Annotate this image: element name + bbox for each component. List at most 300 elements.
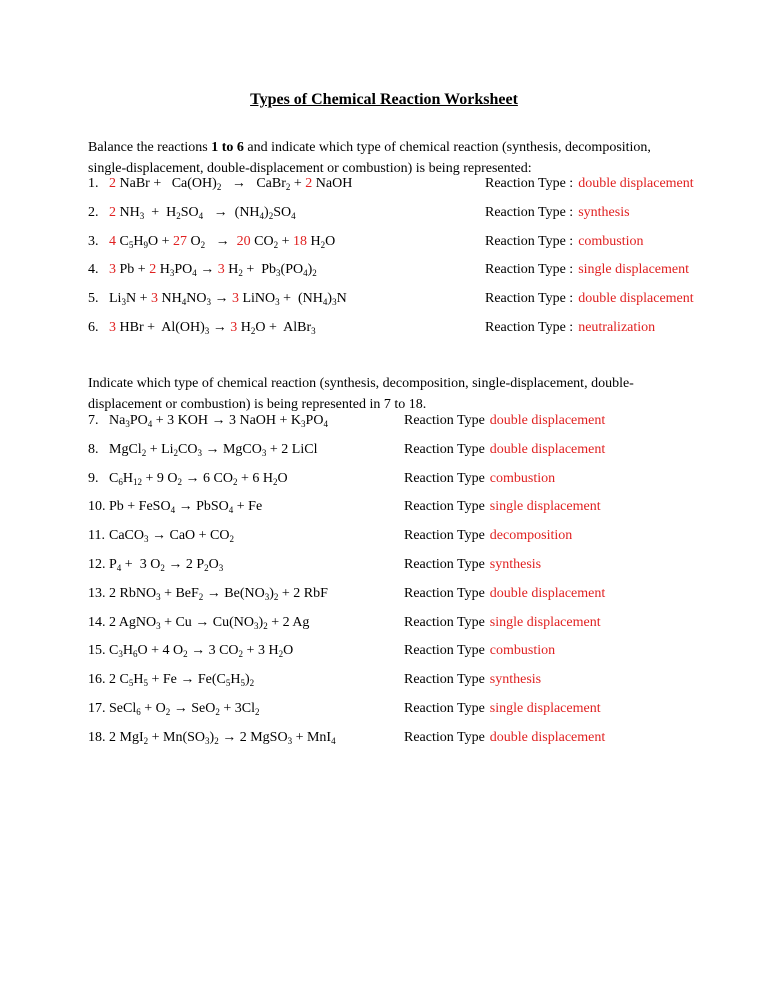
problem-number: 6. (88, 320, 99, 335)
problem-row-1 (88, 176, 694, 196)
problem-number: 16. (88, 672, 106, 688)
formula-text: + 9 O (141, 470, 178, 486)
reaction-type (404, 471, 555, 487)
problem-row-8 (88, 442, 680, 462)
reaction-arrow: → (173, 701, 188, 716)
chemical-equation (109, 730, 336, 745)
reaction-type (485, 320, 655, 336)
subscript: 2 (312, 268, 317, 279)
subscript: 6 (136, 707, 141, 717)
subscript: 5 (128, 239, 134, 250)
reaction-type-label: Reaction Type (404, 701, 485, 716)
formula-text: + (NH (279, 291, 323, 307)
reaction-arrow: → (152, 528, 166, 544)
reaction-type (485, 291, 694, 307)
reaction-type-label: Reaction Type (404, 614, 485, 630)
chemical-equation (109, 557, 223, 572)
formula-text: ) (269, 585, 274, 601)
problem-number: 12. (88, 557, 106, 572)
problem-row-17 (88, 701, 680, 721)
formula-text: NO (186, 291, 207, 307)
formula-text: O + AlBr (255, 320, 312, 335)
problem-row-2 (88, 205, 680, 225)
chemical-equation (109, 413, 328, 428)
chemical-equation (109, 205, 296, 220)
formula-text: + 3 H (243, 643, 279, 659)
problem-row-15 (88, 643, 680, 663)
reaction-type-answer: combustion (578, 233, 644, 249)
subscript: 6 (118, 476, 123, 487)
formula-text: + Cu (160, 614, 196, 630)
subscript: 3 (205, 735, 210, 746)
problem-number: 18. (88, 729, 106, 745)
subscript: 2 (268, 210, 274, 221)
formula-text: HBr + Al(OH) (116, 320, 205, 335)
subscript: 3 (144, 534, 149, 545)
subscript: 5 (240, 678, 245, 689)
balancing-coefficient: 2 (149, 262, 157, 278)
problem-number: 17. (88, 701, 106, 716)
reaction-type-label: Reaction Type (404, 470, 485, 486)
problem-number: 9. (88, 470, 99, 486)
formula-text: O (283, 643, 294, 659)
chemical-equation (109, 471, 288, 486)
instructions-7-18: Indicate which type of chemical reaction (synthesis, decomposition, single-displacement, double-displacement or combustion) is being represented in 7 to 18. (88, 376, 634, 412)
formula-text: 2 P (182, 557, 205, 572)
reaction-type-label: Reaction Type (404, 672, 485, 688)
formula-text: + 3Cl (219, 701, 255, 716)
reaction-type-answer: neutralization (578, 320, 656, 335)
problem-row-13 (88, 586, 680, 606)
subscript: 3 (139, 210, 145, 221)
formula-text: PbSO (192, 499, 229, 515)
problem-row-12 (88, 557, 680, 577)
reaction-type-label: Reaction Type (404, 499, 485, 515)
subscript: 3 (156, 591, 161, 602)
subscript: 3 (197, 447, 202, 458)
formula-text: NaBr + Ca(OH) (119, 176, 217, 191)
formula-text: ) (209, 729, 215, 745)
formula-text: O + (147, 233, 173, 249)
subscript: 3 (276, 268, 281, 279)
formula-text: SeO (187, 701, 216, 716)
subscript: 2 (160, 563, 165, 573)
reaction-type-answer: synthesis (489, 557, 542, 572)
chemical-equation (109, 176, 352, 191)
balancing-coefficient: 2 (109, 176, 120, 191)
reaction-type (404, 528, 572, 544)
problem-row-4 (88, 262, 689, 282)
subscript: 4 (228, 505, 234, 516)
formula-text: PO (174, 262, 193, 278)
formula-text: ) (245, 672, 250, 688)
balancing-coefficient: 3 (230, 320, 238, 335)
subscript: 4 (170, 505, 176, 516)
subscript: 2 (232, 476, 238, 487)
subscript: 4 (147, 419, 153, 429)
formula-text: → (210, 291, 232, 307)
balancing-coefficient: 18 (292, 233, 307, 249)
subscript: 2 (238, 268, 243, 279)
formula-text: + (290, 176, 306, 191)
formula-text: + O (140, 701, 166, 716)
subscript: 5 (225, 678, 231, 689)
subscript: 2 (273, 591, 279, 602)
balancing-coefficient: 3 (109, 262, 116, 278)
reaction-type-label: Reaction Type (404, 413, 485, 428)
problem-row-14 (88, 615, 680, 635)
formula-text: H (156, 262, 170, 278)
problem-number: 8. (88, 441, 99, 457)
subscript: 2 (238, 649, 244, 660)
problem-row-18 (88, 730, 680, 750)
subscript: 3 (254, 620, 259, 631)
page-title: Types of Chemical Reaction Worksheet (250, 91, 518, 108)
formula-text: + (278, 233, 293, 249)
reaction-type (404, 672, 541, 688)
formula-text: H (224, 262, 239, 278)
reaction-type-answer: single displacement (489, 614, 601, 630)
reaction-type (404, 701, 601, 717)
subscript: 3 (206, 297, 211, 308)
formula-text: NH (119, 204, 140, 220)
subscript: 2 (249, 678, 255, 689)
subscript: 4 (291, 210, 296, 221)
formula-text: O (186, 233, 201, 249)
subscript: 4 (323, 419, 328, 429)
balancing-coefficient: 3 (150, 291, 158, 307)
formula-text: ) (264, 204, 269, 220)
subscript: 2 (272, 476, 278, 487)
balancing-coefficient: 27 (172, 233, 187, 249)
reaction-type-label: Reaction Type : (485, 291, 574, 307)
problem-row-11 (88, 528, 680, 548)
problem-number: 5. (88, 291, 99, 307)
formula-text: + 2 LiCl (266, 441, 318, 457)
instructions-1-6-post: and indicate which type of chemical reaction (synthesis, decomposition, single-displacement, double-displacement or combustion) is being represented: (88, 140, 651, 176)
balancing-coefficient: 2 (109, 204, 120, 220)
formula-text: NaOH (312, 176, 353, 191)
subscript: 9 (143, 239, 148, 250)
reaction-arrow: → (206, 585, 221, 601)
reaction-type-answer: double displacement (489, 441, 606, 457)
formula-text: Na (109, 413, 126, 428)
formula-text: Pb + (116, 262, 150, 278)
reaction-type-label: Reaction Type (404, 528, 485, 544)
formula-text: SO (273, 204, 292, 220)
chemical-equation (109, 320, 316, 335)
reaction-arrow: → (211, 413, 226, 428)
reaction-type (485, 262, 689, 278)
formula-text: O (277, 470, 288, 486)
subscript: 4 (116, 563, 122, 573)
formula-text: + 2 RbF (278, 585, 328, 601)
problem-number: 2. (88, 204, 99, 220)
problem-row-9 (88, 471, 680, 491)
subscript: 2 (204, 563, 209, 573)
formula-text: (PO (280, 262, 304, 278)
subscript: 3 (264, 591, 270, 602)
chemical-equation (109, 586, 328, 601)
reaction-arrow: → (222, 729, 237, 745)
formula-text: H (133, 672, 144, 688)
formula-text: N + (125, 291, 151, 307)
formula-text: O (325, 233, 336, 249)
formula-text: + Fe (147, 672, 181, 688)
formula-text: + BeF (160, 585, 199, 601)
subscript: 5 (128, 678, 134, 689)
reaction-arrow: → (191, 643, 206, 659)
problem-number: 7. (88, 413, 99, 428)
reaction-type (404, 442, 605, 458)
formula-text: PO (129, 413, 148, 428)
formula-text: ) (327, 291, 333, 307)
subscript: 2 (200, 239, 206, 250)
formula-text: PO (305, 413, 324, 428)
reaction-type (404, 557, 541, 573)
subscript: 2 (141, 447, 147, 458)
formula-text: C (109, 643, 119, 659)
reaction-arrow: → (168, 557, 183, 572)
subscript: 3 (118, 649, 123, 660)
formula-text: + Li (146, 441, 174, 457)
formula-text: 2 C (109, 672, 129, 688)
problem-row-10 (88, 499, 680, 519)
formula-text: H (122, 643, 133, 659)
subscript: 4 (303, 268, 308, 279)
reaction-type-answer: decomposition (489, 528, 573, 544)
formula-text: H (230, 672, 241, 688)
reaction-type-label: Reaction Type (404, 441, 485, 457)
subscript: 2 (250, 326, 256, 336)
subscript: 2 (285, 182, 291, 192)
problem-number: 15. (88, 643, 106, 659)
problem-number: 13. (88, 585, 106, 601)
reaction-type (404, 615, 601, 631)
reaction-type (404, 643, 555, 659)
formula-text: → (205, 233, 237, 249)
subscript: 2 (176, 210, 181, 221)
chemical-equation (109, 442, 317, 457)
formula-text: → (NH (203, 204, 260, 220)
problem-number: 10. (88, 499, 106, 515)
problem-number: 3. (88, 233, 99, 249)
formula-text: Fe(C (194, 672, 226, 688)
formula-text: C (109, 470, 119, 486)
reaction-arrow: → (180, 672, 195, 688)
reaction-type-answer: double displacement (578, 176, 694, 191)
instructions-1-6 (88, 137, 680, 179)
subscript: 3 (275, 297, 280, 308)
formula-text: → (196, 262, 218, 278)
subscript: 4 (192, 268, 197, 279)
formula-text: + Mn(SO (148, 729, 206, 745)
reaction-type-label: Reaction Type : (485, 262, 574, 278)
reaction-type-answer: single displacement (489, 499, 601, 515)
formula-text: Be(NO (220, 585, 265, 601)
subscript: 12 (132, 476, 142, 487)
reaction-arrow: → (185, 470, 200, 486)
reaction-type-label: Reaction Type (404, 557, 485, 572)
chemical-equation (109, 291, 347, 306)
formula-text: + Fe (233, 499, 263, 515)
subscript: 3 (261, 447, 267, 458)
formula-text: H (133, 233, 144, 249)
subscript: 2 (255, 707, 260, 717)
reaction-type (404, 586, 605, 602)
reaction-type (485, 176, 694, 192)
formula-text: → (209, 320, 231, 335)
reaction-type-answer: combustion (489, 470, 556, 486)
formula-text: Li (109, 291, 122, 307)
subscript: 2 (215, 707, 220, 717)
subscript: 2 (273, 239, 279, 250)
formula-text: Cu(NO (209, 614, 255, 630)
formula-text: N (336, 291, 347, 307)
formula-text: 2 MgSO (236, 729, 288, 745)
chemical-equation (109, 528, 234, 543)
reaction-type (485, 205, 630, 221)
subscript: 2 (143, 735, 149, 746)
chemical-equation (109, 234, 335, 249)
formula-text: MgCO (219, 441, 262, 457)
formula-text: NH (157, 291, 182, 307)
subscript: 3 (218, 563, 224, 573)
subscript: 2 (177, 476, 182, 487)
subscript: 5 (143, 678, 148, 689)
problem-row-5 (88, 291, 694, 311)
problem-row-3 (88, 234, 680, 254)
formula-text: + 3 KOH (152, 413, 212, 428)
formula-text: CaCO (109, 528, 144, 544)
formula-text: H (122, 470, 133, 486)
chemical-equation (109, 262, 317, 277)
chemical-equation (109, 701, 260, 716)
formula-text: 2 MgI (109, 729, 144, 745)
formula-text: C (119, 233, 129, 249)
reaction-type-answer: single displacement (578, 262, 689, 278)
formula-text: ) (307, 262, 313, 278)
subscript: 2 (216, 182, 222, 192)
subscript: 3 (311, 326, 316, 336)
reaction-type-label: Reaction Type (404, 729, 485, 745)
formula-text: MgCl (109, 441, 142, 457)
chemical-equation (109, 499, 262, 514)
formula-text: ) (258, 614, 264, 630)
subscript: 2 (173, 447, 179, 458)
reaction-type-answer: synthesis (578, 204, 630, 220)
formula-text: 2 RbNO (109, 585, 157, 601)
subscript: 2 (165, 707, 171, 717)
formula-text: CO (250, 233, 274, 249)
subscript: 4 (322, 297, 328, 308)
balancing-coefficient: 20 (236, 233, 251, 249)
subscript: 3 (169, 268, 175, 279)
problem-row-6 (88, 320, 680, 340)
subscript: 3 (301, 419, 306, 429)
reaction-arrow: → (195, 614, 210, 630)
chemical-equation (109, 643, 293, 658)
formula-text: LiNO (238, 291, 276, 307)
reaction-type-label: Reaction Type : (485, 320, 574, 335)
formula-text: + Pb (242, 262, 277, 278)
reaction-arrow: → (205, 441, 220, 457)
chemical-equation (109, 672, 254, 687)
subscript: 2 (278, 649, 284, 660)
formula-text: 2 AgNO (109, 614, 157, 630)
formula-text: + 6 H (237, 470, 273, 486)
subscript: 2 (198, 591, 204, 602)
formula-text: SeCl (109, 701, 137, 716)
balancing-coefficient: 3 (217, 262, 225, 278)
problem-number: 11. (88, 528, 105, 544)
formula-text: Pb + FeSO (109, 499, 171, 515)
formula-text: 3 NaOH + K (225, 413, 302, 428)
reaction-type-answer: double displacement (489, 585, 606, 601)
subscript: 3 (156, 620, 161, 631)
formula-text: O + 4 O (137, 643, 184, 659)
problem-number: 1. (88, 176, 99, 191)
problem-row-16 (88, 672, 680, 692)
reaction-type-label: Reaction Type : (485, 176, 574, 191)
formula-text: 6 CO (199, 470, 233, 486)
balancing-coefficient: 3 (109, 320, 116, 335)
subscript: 3 (332, 297, 337, 308)
reaction-type (404, 499, 601, 515)
subscript: 2 (214, 735, 219, 746)
balancing-coefficient: 3 (231, 291, 239, 307)
formula-text: H (237, 320, 251, 335)
subscript: 2 (263, 620, 268, 631)
formula-text: + 3 O (121, 557, 161, 572)
balancing-coefficient: 4 (109, 233, 120, 249)
formula-text: CO (178, 441, 198, 457)
problem-number: 4. (88, 262, 99, 278)
subscript: 3 (204, 326, 210, 336)
problem-number: 14. (88, 614, 106, 630)
subscript: 2 (229, 534, 235, 545)
reaction-arrow: → (178, 499, 193, 515)
subscript: 4 (331, 735, 336, 746)
formula-text: + 2 Ag (267, 614, 310, 630)
reaction-type (404, 413, 605, 429)
formula-text: 3 CO (205, 643, 239, 659)
reaction-type-answer: double displacement (578, 291, 694, 307)
balancing-coefficient: 2 (305, 176, 313, 191)
formula-text: CaO + CO (166, 528, 230, 544)
reaction-type-label: Reaction Type : (485, 204, 574, 220)
reaction-type-answer: double displacement (489, 413, 606, 428)
reaction-type-label: Reaction Type (404, 643, 485, 659)
reaction-type-answer: double displacement (489, 729, 606, 745)
problem-row-7 (88, 413, 680, 433)
subscript: 2 (320, 239, 326, 250)
reaction-type-answer: combustion (489, 643, 556, 659)
instructions-1-6-pre: Balance the reactions (88, 140, 212, 155)
formula-text: SO (180, 204, 199, 220)
subscript: 4 (198, 210, 204, 221)
reaction-type-label: Reaction Type : (485, 233, 574, 249)
subscript: 3 (121, 297, 126, 308)
formula-text: + MnI (292, 729, 332, 745)
subscript: 4 (181, 297, 187, 308)
subscript: 3 (287, 735, 293, 746)
formula-text: O (208, 557, 219, 572)
formula-text: H (306, 233, 321, 249)
reaction-type-answer: synthesis (489, 672, 542, 688)
formula-text: P (109, 557, 117, 572)
reaction-type (404, 730, 605, 746)
